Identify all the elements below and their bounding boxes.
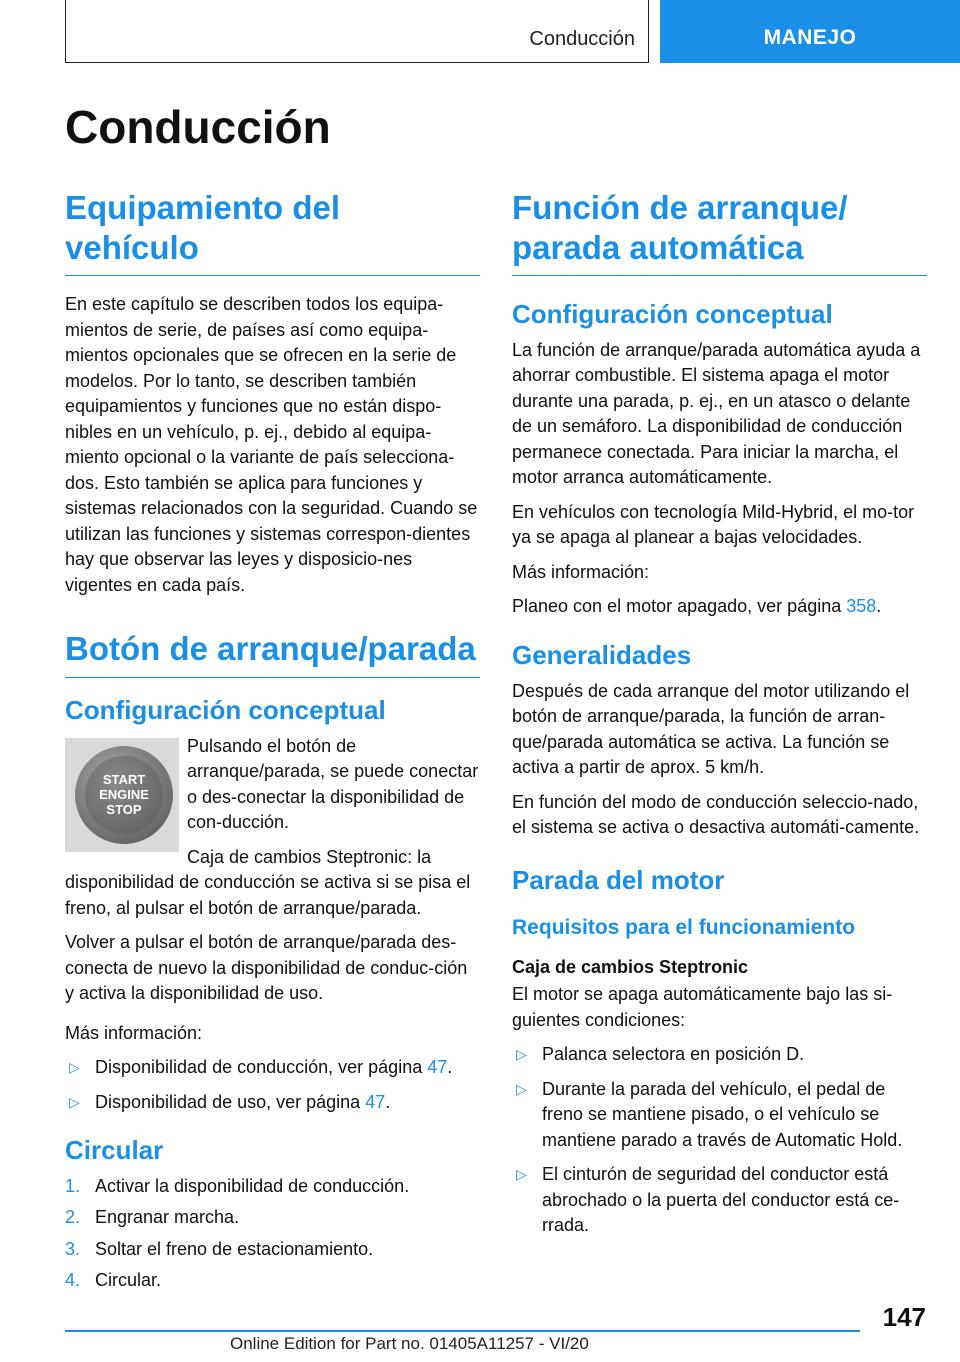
step-number: 4. — [65, 1270, 81, 1291]
heading-requisitos: Requisitos para el funcionamiento — [512, 915, 856, 939]
triangle-bullet-icon: ▷ — [516, 1080, 527, 1097]
header-section-title: Conducción — [529, 28, 635, 50]
steps-list — [65, 1174, 480, 1294]
start-stop-button-image — [65, 738, 179, 852]
heading-configuracion-left: Configuración conceptual — [65, 694, 386, 725]
heading-configuracion-right: Configuración conceptual — [512, 299, 833, 330]
left-column — [65, 188, 480, 1303]
footer-edition: Online Edition for Part no. 01405A11257 - VI/20 — [230, 1334, 589, 1353]
page-link[interactable]: 358 — [846, 596, 877, 617]
list-item: 3. Soltar el freno de estacionamiento. — [65, 1237, 480, 1263]
btn-label-stop: STOP — [106, 802, 142, 818]
triangle-bullet-icon: ▷ — [69, 1093, 80, 1110]
triangle-bullet-icon: ▷ — [516, 1046, 527, 1063]
start-stop-button-face — [85, 756, 163, 834]
footer-divider — [65, 1330, 860, 1332]
page-title: Conducción — [65, 101, 331, 153]
figure-row — [65, 734, 480, 931]
list-item: 2. Engranar marcha. — [65, 1205, 480, 1231]
step-number: 3. — [65, 1238, 81, 1259]
list-item: 1. Activar la disponibilidad de conducción. — [65, 1174, 480, 1200]
paragraph-despues: Después de cada arranque del motor utilizando el botón de arranque/parada, la función de arran-que/parada automática se activa. La función se activa a partir de aprox. 5 km/h. — [512, 680, 910, 778]
header-chapter-tab[interactable]: MANEJO — [660, 0, 960, 63]
paragraph-mas-info-right: Más información: — [512, 561, 650, 582]
list-item: 4. Circular. — [65, 1268, 480, 1294]
paragraph-planeo: Planeo con el motor apagado, ver página 358. — [512, 596, 882, 617]
heading-funcion-arranque: Función de arranque/ parada automática — [512, 188, 927, 276]
bullet-list-right — [512, 1042, 927, 1239]
right-column — [512, 188, 927, 1248]
paragraph-modo: En función del modo de conducción seleccio-nado, el sistema se activa o desactiva automáti-camente. — [512, 791, 920, 838]
paragraph-pulsando: Pulsando el botón de arranque/parada, se puede conectar o des-conectar la disponibilidad de con-ducción. — [187, 735, 479, 833]
list-item: ▷ Palanca selectora en posición D. — [512, 1042, 927, 1068]
paragraph-equipamiento: En este capítulo se describen todos los equipa-mientos de serie, de países así como equipa-mientos opcionales que se ofrecen en la serie de modelos. Por lo tanto, se describen también equipamientos y funciones que no están dispo-nibles en un vehículo, p. ej., debido al equipa-miento opcional o la variante de país selecciona-dos. Esto también se aplica para funciones y sistemas relacionados con la seguridad. Cuando se utilizan las funciones y sistemas correspon-dientes hay que observar las leyes y disposicio-nes vigentes en cada país. — [65, 294, 478, 595]
heading-generalidades: Generalidades — [512, 639, 692, 670]
heading-caja-steptronic: Caja de cambios Steptronic — [512, 956, 749, 977]
page-number: 147 — [882, 1302, 926, 1332]
paragraph-mas-info-left: Más información: — [65, 1022, 203, 1043]
heading-boton-arranque: Botón de arranque/parada — [65, 629, 480, 678]
triangle-bullet-icon: ▷ — [516, 1166, 527, 1183]
paragraph-mild-hybrid: En vehículos con tecnología Mild-Hybrid, el mo-tor ya se apaga al planear a bajas velocidades. — [512, 501, 915, 548]
paragraph-caja-cambios: Caja de cambios Steptronic: la disponibilidad de conducción se activa si se pisa el freno, al pulsar el botón de arranque/parada. — [65, 846, 471, 918]
heading-equipamiento: Equipamiento del vehículo — [65, 188, 480, 276]
paragraph-funcion: La función de arranque/parada automática ayuda a ahorrar combustible. El sistema apaga el motor durante una parada, p. ej., en un atasco o delante de un semáforo. La disponibilidad de conducción permanece conectada. Para iniciar la marcha, el motor arranca automáticamente. — [512, 339, 921, 488]
paragraph-volver: Volver a pulsar el botón de arranque/parada des-conecta de nuevo la disponibilidad de conduc-ción y activa la disponibilidad de uso. — [65, 932, 468, 1004]
page-link[interactable]: 47 — [365, 1091, 386, 1112]
page-link[interactable]: 47 — [427, 1057, 448, 1078]
list-item: ▷ Disponibilidad de uso, ver página 47. — [65, 1090, 480, 1116]
btn-label-start: START — [102, 772, 146, 788]
heading-circular: Circular — [65, 1135, 164, 1166]
triangle-bullet-icon: ▷ — [69, 1059, 80, 1076]
step-number: 2. — [65, 1207, 81, 1228]
list-item: ▷ Disponibilidad de conducción, ver página 47. — [65, 1055, 480, 1081]
list-item: ▷ Durante la parada del vehículo, el pedal de freno se mantiene pisado, o el vehículo se mantiene parado a través de Automatic Hold. — [516, 1078, 903, 1150]
paragraph-apaga: El motor se apaga automáticamente bajo las si-guientes condiciones: — [512, 984, 893, 1030]
heading-parada-motor: Parada del motor — [512, 864, 725, 895]
btn-label-engine: ENGINE — [99, 787, 149, 803]
bullet-list-left — [65, 1055, 480, 1115]
step-number: 1. — [65, 1175, 81, 1196]
list-item: ▷ El cinturón de seguridad del conductor está abrochado o la puerta del conductor está ce-rrada. — [516, 1164, 900, 1236]
